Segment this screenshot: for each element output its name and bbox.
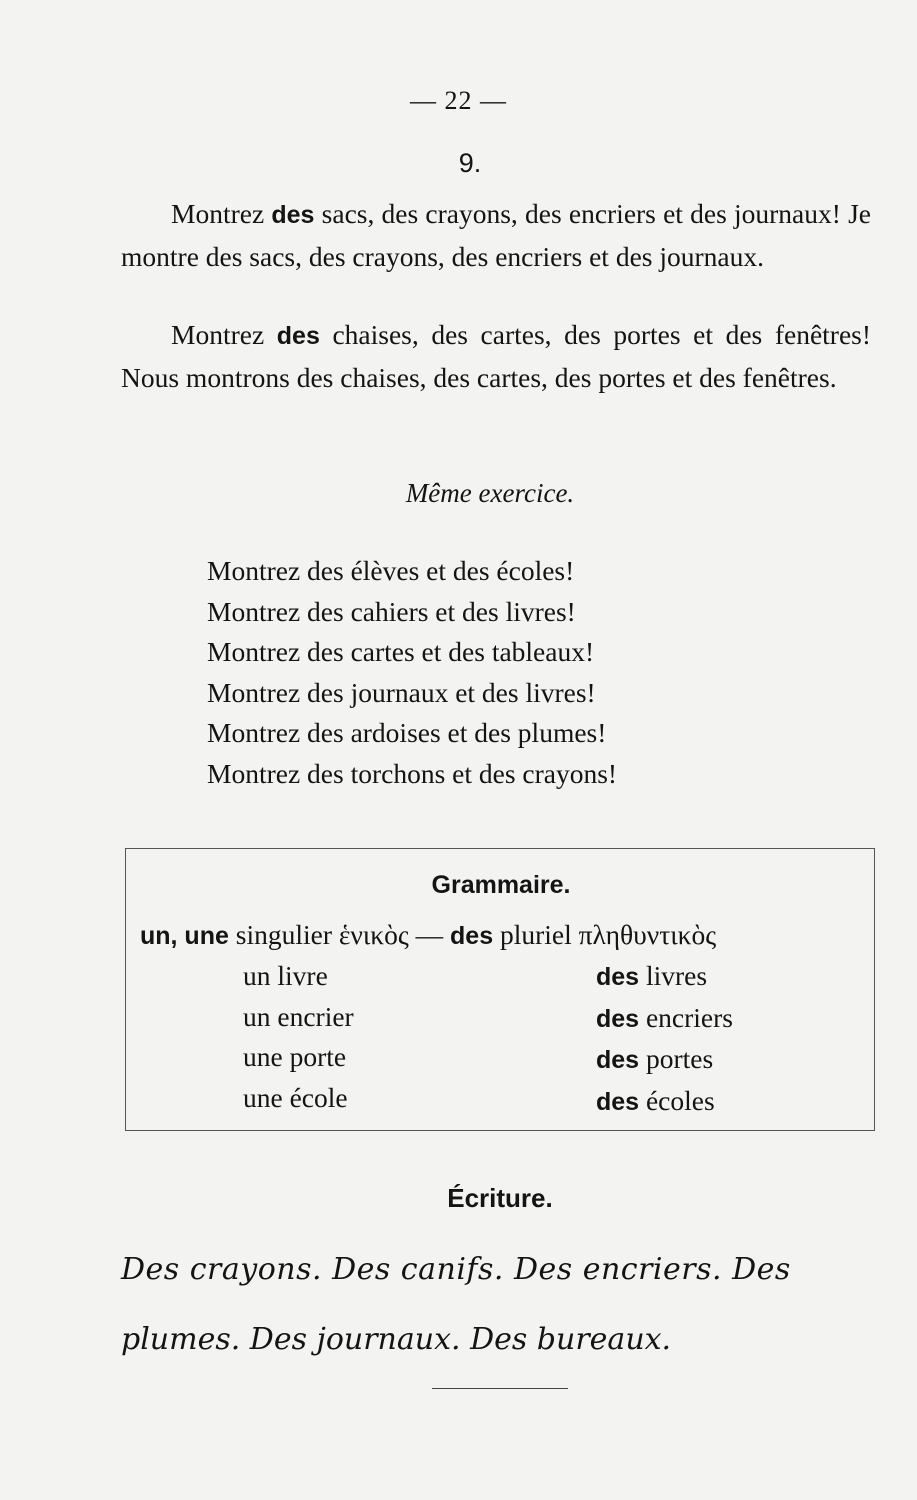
exercise-heading: Même exercice. xyxy=(405,478,575,508)
plural-noun: livres xyxy=(645,960,708,991)
paragraph-1-text: sacs, des crayons, des encriers et des journaux! Je montre des sacs, des crayons, des encriers et des journaux. xyxy=(121,198,871,272)
singular-example: un livre xyxy=(243,960,328,991)
paragraph-2 xyxy=(121,314,871,398)
exercise-line: Montrez des torchons et des crayons! xyxy=(207,757,618,789)
exercise-line: Montrez des journaux et des livres! xyxy=(207,676,596,708)
writing-title: Écriture. xyxy=(447,1183,553,1213)
singular-example: un encrier xyxy=(243,1000,354,1032)
paragraph-2-text: chaises, des cartes, des portes et des fenêtres! Nous montrons des chaises, des cartes, des portes et des fenêtres. xyxy=(121,319,872,393)
lesson-number: 9. xyxy=(458,148,482,178)
closing-rule xyxy=(432,1388,568,1389)
singular-example: une école xyxy=(243,1081,348,1113)
exercise-line: Montrez des ardoises et des plumes! xyxy=(207,717,607,748)
exercise-line: Montrez des élèves et des écoles! xyxy=(207,555,575,586)
exercise-list xyxy=(207,551,617,794)
grammar-rule xyxy=(140,919,870,951)
singular-examples xyxy=(243,956,354,1118)
paragraph-2-verb: Montrez xyxy=(171,319,265,350)
exercise-line: Montrez des cartes et des tableaux! xyxy=(207,636,595,667)
plural-article: des xyxy=(596,1087,640,1116)
paragraph-1-article: des xyxy=(271,201,315,229)
exercise-line: Montrez des cahiers et des livres! xyxy=(207,595,576,627)
plural-noun: écoles xyxy=(645,1084,715,1116)
page-number: — 22 — xyxy=(410,86,507,115)
paragraph-1 xyxy=(121,193,871,277)
plural-noun: encriers xyxy=(645,1001,733,1033)
plural-examples xyxy=(596,956,733,1122)
plural-example xyxy=(596,1081,733,1123)
grammar-title: Grammaire. xyxy=(431,871,571,899)
plural-article: des xyxy=(596,1046,640,1074)
grammar-box xyxy=(125,848,875,1131)
grammar-plural-article: des xyxy=(450,922,494,950)
paragraph-2-article: des xyxy=(276,322,320,350)
plural-example xyxy=(596,998,733,1040)
plural-noun: portes xyxy=(645,1043,714,1074)
plural-article: des xyxy=(596,963,640,991)
singular-example: une porte xyxy=(243,1041,347,1072)
plural-example xyxy=(596,956,733,998)
grammar-singular-label: singulier ἑνικὸς — xyxy=(235,919,444,950)
cursive-line-1: Des crayons. Des canifs. Des encriers. Des xyxy=(121,1252,791,1287)
grammar-singular-articles: un, une xyxy=(140,922,229,950)
cursive-line-2: plumes. Des journaux. Des bureaux. xyxy=(121,1322,672,1357)
plural-article: des xyxy=(596,1004,640,1033)
grammar-plural-label: pluriel πληθυντικὸς xyxy=(499,919,717,950)
paragraph-1-verb: Montrez xyxy=(171,198,265,229)
plural-example xyxy=(596,1039,733,1081)
